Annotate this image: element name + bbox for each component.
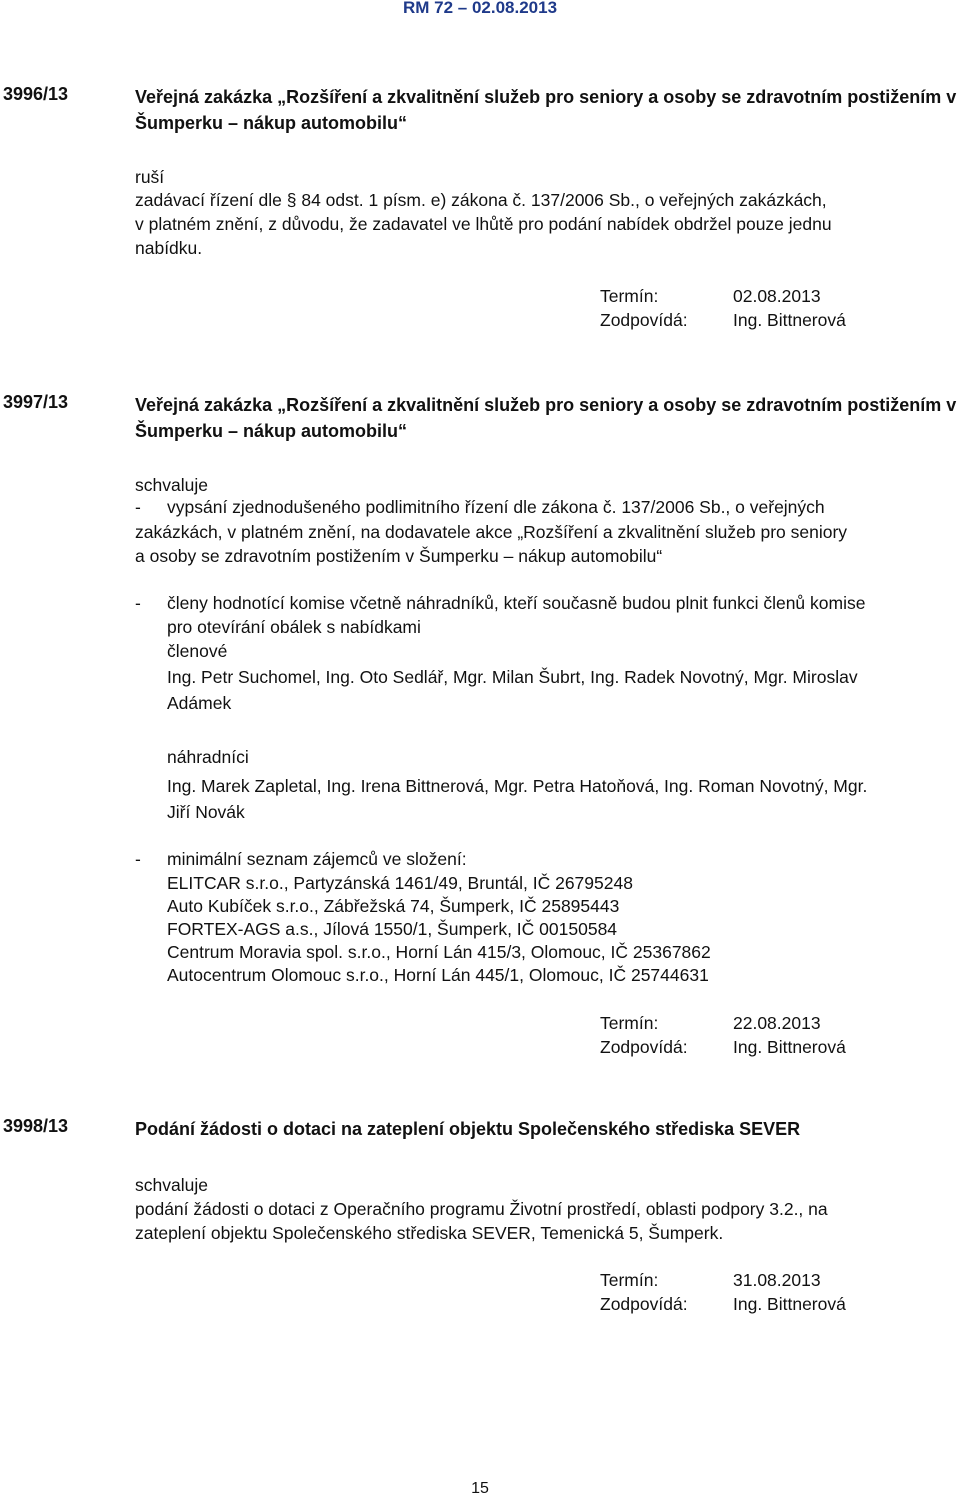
page-header: RM 72 – 02.08.2013	[402, 0, 558, 17]
substitutes-line: Ing. Marek Zapletal, Ing. Irena Bittnerová, Mgr. Petra Hatoňová, Ing. Roman Novotný, Mgr.	[167, 776, 868, 796]
deadline-label: Termín:	[600, 1270, 659, 1290]
responsible-value: Ing. Bittnerová	[733, 1037, 846, 1057]
bullet-dash: -	[135, 593, 141, 613]
company-line: Autocentrum Olomouc s.r.o., Horní Lán 445/1, Olomouc, IČ 25744631	[167, 965, 709, 985]
members-line: Adámek	[167, 693, 232, 713]
resolution-number: 3996/13	[3, 84, 69, 104]
deadline-value: 22.08.2013	[733, 1013, 821, 1033]
responsible-label: Zodpovídá:	[600, 1037, 688, 1057]
company-line: Auto Kubíček s.r.o., Zábřežská 74, Šumperk, IČ 25895443	[167, 896, 620, 916]
page-number: 15	[471, 1480, 489, 1497]
deadline-value: 31.08.2013	[733, 1270, 821, 1290]
action-verb: schvaluje	[135, 1175, 208, 1195]
body-line: zateplení objektu Společenského střediska SEVER, Temenická 5, Šumperk.	[135, 1223, 724, 1243]
body-line: v platném znění, z důvodu, že zadavatel ve lhůtě pro podání nabídek obdržel pouze jednu	[135, 214, 832, 234]
body-line: členy hodnotící komise včetně náhradníků, kteří současně budou plnit funkci členů komise	[167, 593, 866, 613]
responsible-value: Ing. Bittnerová	[733, 310, 846, 330]
body-line: zakázkách, v platném znění, na dodavatele akce „Rozšíření a zkvalitnění služeb pro seniory	[135, 522, 848, 542]
responsible-label: Zodpovídá:	[600, 310, 688, 330]
action-verb: schvaluje	[135, 475, 208, 495]
body-line: vypsání zjednodušeného podlimitního řízení dle zákona č. 137/2006 Sb., o veřejných	[167, 497, 825, 517]
members-label: členové	[167, 641, 228, 661]
bullet-dash: -	[135, 849, 141, 869]
body-line: pro otevírání obálek s nabídkami	[167, 617, 421, 637]
action-verb: ruší	[135, 167, 165, 187]
resolution-title: Veřejná zakázka „Rozšíření a zkvalitnění služeb pro seniory a osoby se zdravotním postižením v Šumperku – nákup automobilu“	[135, 87, 957, 133]
resolution-number: 3998/13	[3, 1116, 69, 1136]
responsible-label: Zodpovídá:	[600, 1294, 688, 1314]
deadline-label: Termín:	[600, 1013, 659, 1033]
resolution-title: Veřejná zakázka „Rozšíření a zkvalitnění služeb pro seniory a osoby se zdravotním postižením v Šumperku – nákup automobilu“	[135, 395, 957, 441]
resolution-number: 3997/13	[3, 392, 69, 412]
company-line: FORTEX-AGS a.s., Jílová 1550/1, Šumperk, IČ 00150584	[167, 919, 618, 939]
resolution-title: Podání žádosti o dotaci na zateplení objektu Společenského střediska SEVER	[135, 1119, 801, 1139]
bullet-dash: -	[135, 497, 141, 517]
body-line: a osoby se zdravotním postižením v Šumperku – nákup automobilu“	[135, 546, 663, 566]
company-line: Centrum Moravia spol. s.r.o., Horní Lán 415/3, Olomouc, IČ 25367862	[167, 942, 711, 962]
responsible-value: Ing. Bittnerová	[733, 1294, 846, 1314]
body-line: zadávací řízení dle § 84 odst. 1 písm. e) zákona č. 137/2006 Sb., o veřejných zakázkách,	[135, 190, 827, 210]
substitutes-label: náhradníci	[167, 747, 249, 767]
deadline-label: Termín:	[600, 286, 659, 306]
body-line: podání žádosti o dotaci z Operačního programu Životní prostředí, oblasti podpory 3.2., na	[135, 1199, 828, 1219]
deadline-value: 02.08.2013	[733, 286, 821, 306]
company-line: ELITCAR s.r.o., Partyzánská 1461/49, Bruntál, IČ 26795248	[167, 873, 633, 893]
body-line: minimální seznam zájemců ve složení:	[167, 849, 467, 869]
members-line: Ing. Petr Suchomel, Ing. Oto Sedlář, Mgr. Milan Šubrt, Ing. Radek Novotný, Mgr. Miroslav	[167, 667, 858, 687]
body-line: nabídku.	[135, 238, 203, 258]
substitutes-line: Jiří Novák	[167, 802, 245, 822]
